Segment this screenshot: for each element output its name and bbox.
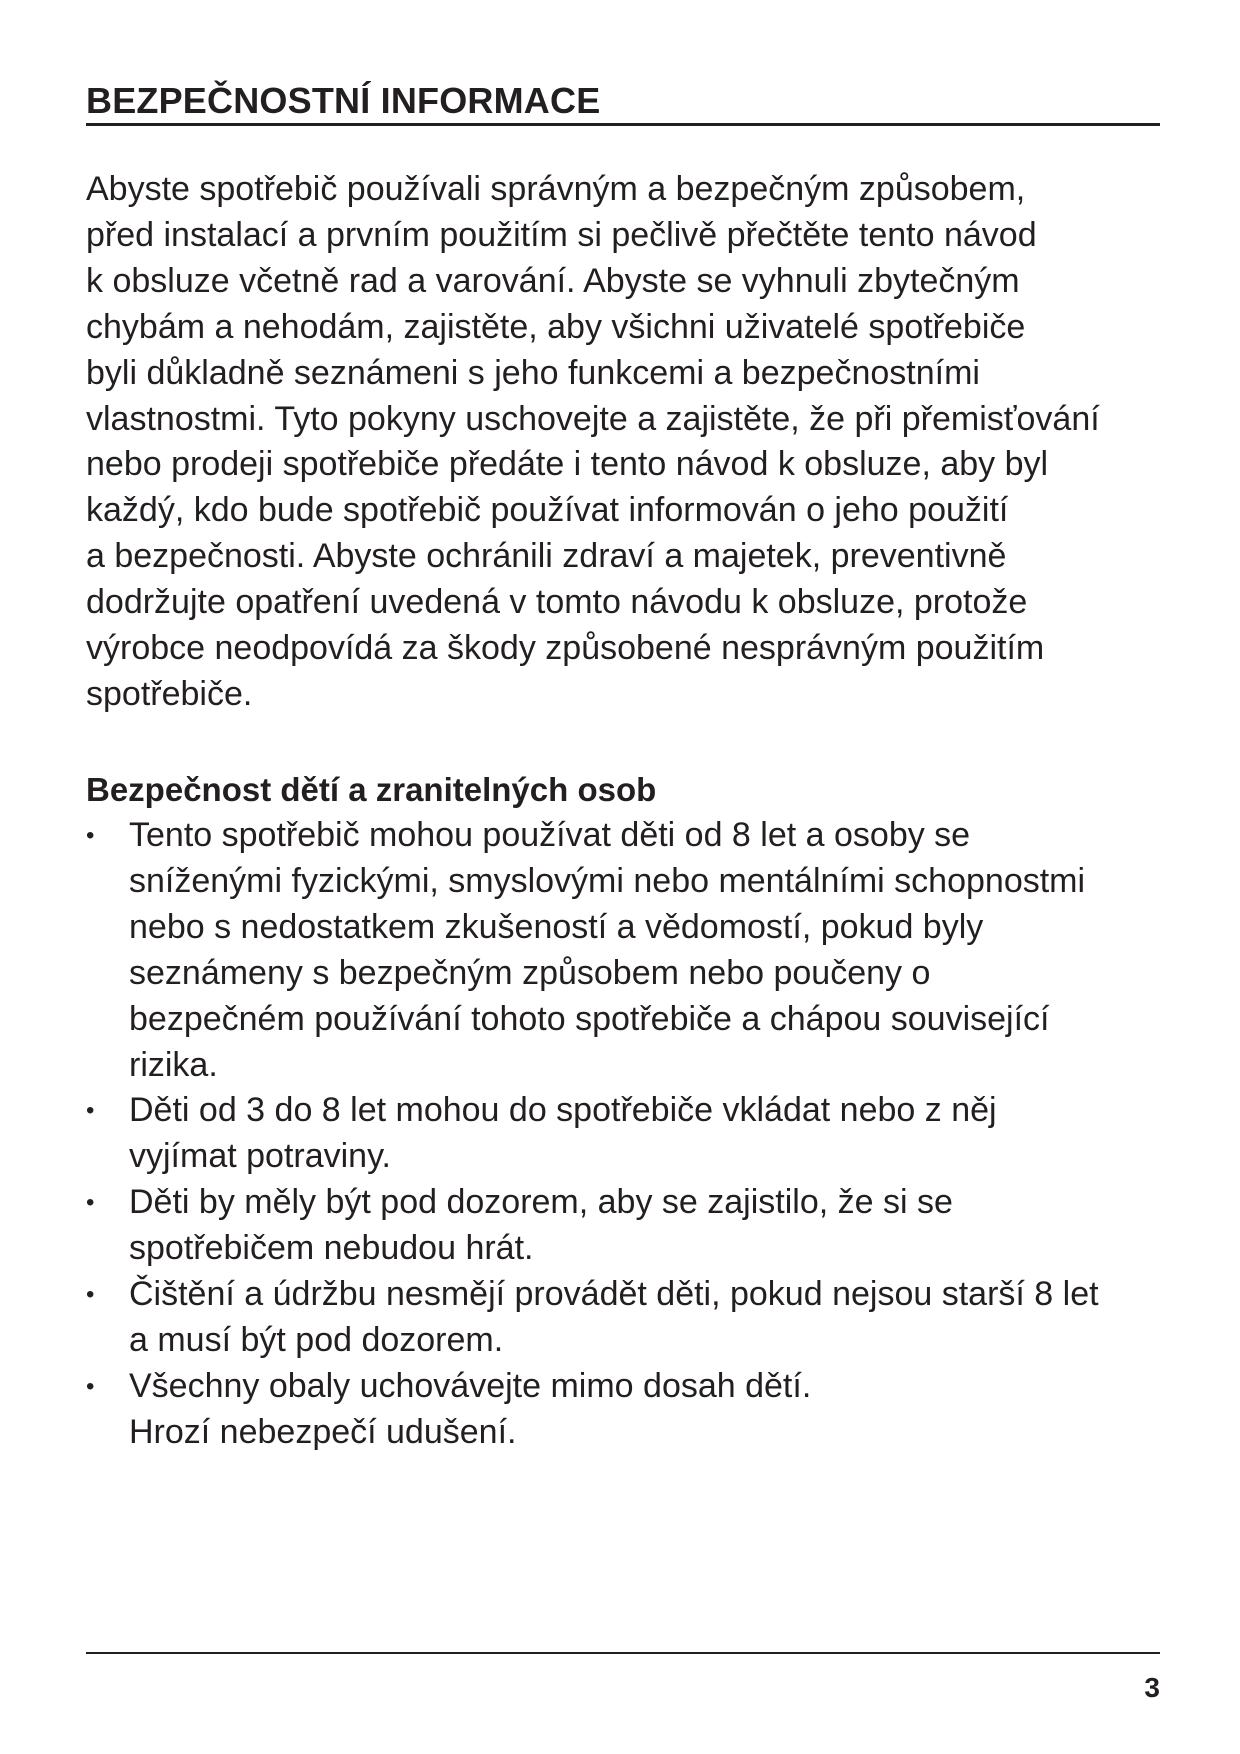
list-item-text: Děti od 3 do 8 let mohou do spotřebiče vkládat nebo z něj vyjímat potraviny. [129,1091,997,1176]
list-item [86,1180,1166,1272]
bullet-icon: • [86,1189,95,1217]
list-item-text: Čištění a údržbu nesmějí provádět děti, pokud nejsou starší 8 let a musí být pod dozorem. [129,1275,1099,1359]
footer-divider [86,1652,1160,1654]
page-number: 3 [1144,1672,1160,1703]
list-item [86,1088,1166,1180]
heading-divider [86,123,1160,126]
list-item [86,1364,1166,1456]
page-title: BEZPEČNOSTNÍ INFORMACE [86,80,601,121]
bullet-icon: • [86,1097,95,1125]
bullet-icon: • [86,1281,95,1309]
child-safety-list [86,813,1166,1456]
intro-paragraph: Abyste spotřebič používali správným a bezpečným způsobem, před instalací a prvním použitím si pečlivě přečtěte tento návod k obsluze včetně rad a varování. Abyste se vyhnuli zbytečným chybám a nehodám, zajistěte, aby všichni uživatelé spotřebiče byli důkladně seznámeni s jeho funkcemi a bezpečnostními vlastnostmi. Tyto pokyny uschovejte a zajistěte, že při přemisťování nebo prodeji spotřebiče předáte i tento návod k obsluze, aby byl každý, kdo bude spotřebič používat informován o jeho použití a bezpečnosti. Abyste ochránili zdraví a majetek, preventivně dodržujte opatření uvedená v tomto návodu k obsluze, protože výrobce neodpovídá za škody způsobené nesprávným použitím spotřebiče. [86,170,1100,713]
bullet-icon: • [86,822,95,849]
list-item-text: Tento spotřebič mohou používat děti od 8 let a osoby se sníženými fyzickými, smyslovými nebo mentálními schopnostmi nebo s nedostatkem zkušeností a vědomostí, pokud byly seznámeny s bezpečným způsobem nebo poučeny o bezpečném používání tohoto spotřebiče a chápou související rizika. [129,816,1086,1084]
list-item [86,813,1166,1088]
list-item [86,1272,1166,1364]
list-item-text: Děti by měly být pod dozorem, aby se zajistilo, že si se spotřebičem nebudou hrát. [129,1183,953,1268]
list-item-text: Všechny obaly uchovávejte mimo dosah dětí. Hrozí nebezpečí udušení. [129,1366,812,1451]
bullet-icon: • [86,1372,95,1400]
child-safety-heading: Bezpečnost dětí a zranitelných osob [86,771,657,808]
